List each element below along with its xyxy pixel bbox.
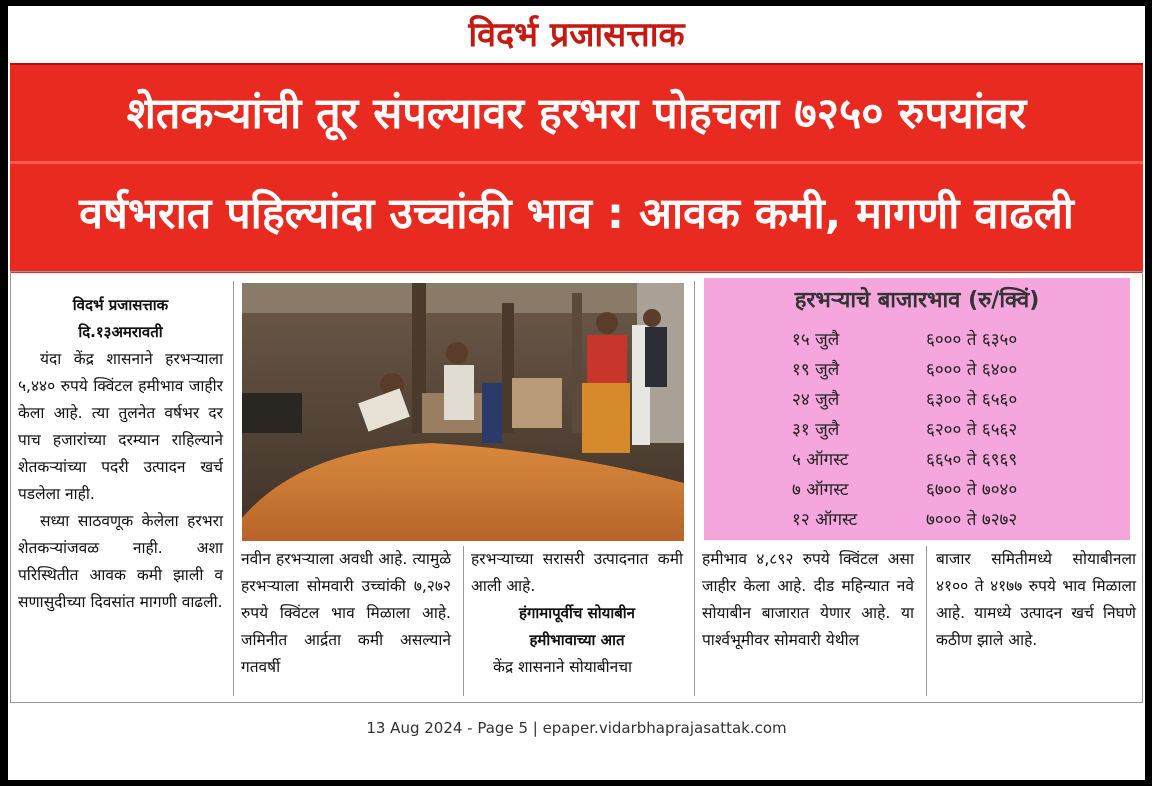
price-table-box (704, 278, 1130, 540)
article-column-2: नवीन हरभऱ्याला अवधी आहे. त्यामुळे हरभऱ्याला सोमवारी उच्चांकी ७,२७२ रुपये क्विंटल भाव मिळाला आहे. जमिनीत आर्द्रता कमी असल्याने गतवर्षी (241, 550, 451, 676)
price-row (704, 446, 1130, 474)
price-row (704, 356, 1130, 384)
price-date: ५ ऑगस्ट (792, 450, 849, 470)
headline-divider (10, 161, 1143, 164)
newspaper-page (8, 6, 1145, 780)
column-1-paragraph-1: यंदा केंद्र शासनाने हरभऱ्याला ५,४४० रुपये क्विंटल हमीभाव जाहीर केला आहे. त्या तुलनेत वर्षभर दर पाच हजारांच्या दरम्यान राहिल्याने शेतकऱ्यांच्या पदरी उत्पादन खर्च पडलेला नाही. (18, 350, 223, 503)
column-divider (233, 281, 234, 696)
price-date: २४ जुलै (792, 390, 840, 410)
headline-line-1: शेतकऱ्यांची तूर संपल्यावर हरभरा पोहचला ७२५० रुपयांवर (126, 89, 1027, 139)
price-date: १९ जुलै (792, 360, 840, 380)
page-footer: 13 Aug 2024 - Page 5 | epaper.vidarbhaprajasattak.com (366, 719, 787, 737)
price-range: ६००० ते ६४०० (926, 360, 1018, 380)
byline-dateline: दि.१३अमरावती (78, 323, 163, 341)
price-row (704, 506, 1130, 534)
article-column-1 (18, 292, 223, 616)
masthead: विदर्भ प्रजासत्ताक (468, 15, 685, 55)
price-row (704, 416, 1130, 444)
price-range: ६२०० ते ६५६२ (926, 420, 1018, 440)
headline-banner (10, 63, 1143, 273)
subheading-line-2: हमीभावाच्या आत (529, 631, 625, 649)
column-3-text-2: केंद्र शासनाने सोयाबीनचा (493, 658, 633, 676)
article-column-3 (471, 546, 683, 681)
column-1-paragraph-2: सध्या साठवणूक केलेला हरभरा शेतकऱ्यांजवळ नाही. अशा परिस्थितीत आवक कमी झाली व सणासुदीच्या दिवसांत मागणी वाढली. (18, 512, 223, 611)
price-row (704, 386, 1130, 414)
price-range: ७००० ते ७२७२ (926, 510, 1018, 530)
price-range: ६३०० ते ६५६० (926, 390, 1018, 410)
byline-source: विदर्भ प्रजासत्ताक (72, 296, 169, 314)
price-range: ६७०० ते ७०४० (926, 480, 1018, 500)
column-divider (694, 281, 695, 696)
price-date: १५ जुलै (792, 330, 840, 350)
price-date: १२ ऑगस्ट (792, 510, 858, 530)
price-date: ७ ऑगस्ट (792, 480, 849, 500)
price-row (704, 326, 1130, 354)
price-table-title: हरभऱ्याचे बाजारभाव (रु/क्विं) (794, 288, 1040, 313)
column-3-text: हरभऱ्याच्या सरासरी उत्पादनात कमी आली आहे. (471, 550, 683, 595)
column-divider (463, 546, 464, 696)
article-column-5: बाजार समितीमध्ये सोयाबीनला ४१०० ते ४१७७ रुपये भाव मिळाला आहे. यामध्ये उत्पादन खर्च निघणे कठीण झाले आहे. (936, 550, 1136, 649)
article-column-4: हमीभाव ४,८९२ रुपये क्विंटल असा जाहीर केला आहे. दीड महिन्यात नवे सोयाबीन बाजारात येणार आहे. या पार्श्वभूमीवर सोमवारी येथील (702, 550, 914, 649)
price-date: ३१ जुलै (792, 420, 840, 440)
photo-illustration (242, 283, 684, 541)
article-photo (242, 283, 684, 541)
column-divider (926, 546, 927, 696)
price-range: ६६५० ते ६९६९ (926, 450, 1018, 470)
price-row (704, 476, 1130, 504)
headline-line-2: वर्षभरात पहिल्यांदा उच्चांकी भाव : आवक कमी, मागणी वाढली (79, 189, 1074, 239)
price-range: ६००० ते ६३५० (926, 330, 1018, 350)
subheading-line-1: हंगामापूर्वीच सोयाबीन (518, 604, 636, 622)
